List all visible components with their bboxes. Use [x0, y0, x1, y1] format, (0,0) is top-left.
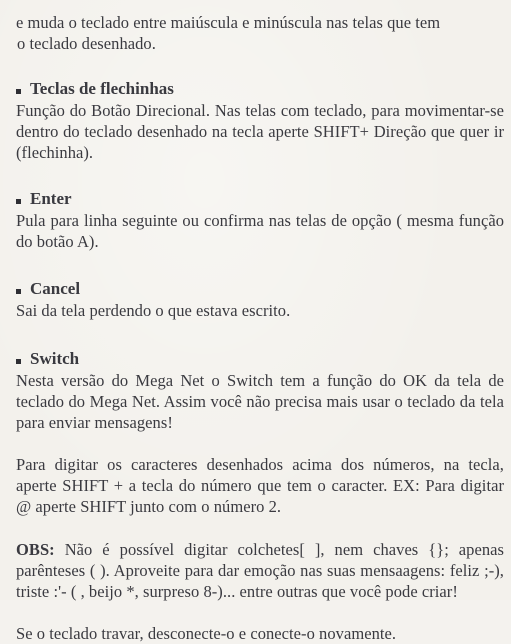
- heading-text: Switch: [30, 349, 80, 368]
- paragraph-obs: [16, 539, 504, 602]
- heading-teclas-de-flechinhas: [16, 78, 504, 100]
- body-enter: Pula para linha seguinte ou confirma nas telas de opção ( mesma função do botão A).: [16, 211, 504, 251]
- intro-line-1: e muda o teclado entre maiúscula e minúscula nas telas que tem: [16, 13, 441, 32]
- obs-label: OBS:: [16, 540, 55, 559]
- bullet-square-icon: [16, 89, 21, 94]
- heading-text: Enter: [30, 189, 72, 208]
- page-content: [16, 4, 504, 644]
- heading-enter: [16, 188, 504, 210]
- obs-text: Não é possível digitar colchetes[ ], nem chaves {}; apenas parênteses ( ). Aproveite para dar emoção nas suas mensaagens: feliz ;-), triste :'- ( , beijo *, surpreso 8-)... entre outras que você pode criar!: [16, 540, 504, 601]
- paragraph-closing: Se o teclado travar, desconecte-o e conecte-o novamente.: [16, 624, 397, 643]
- body-teclas-de-flechinhas: Função do Botão Direcional. Nas telas com teclado, para movimentar-se dentro do teclado desenhado na tecla aperte SHIFT+ Direção que quer ir (flechinha).: [16, 101, 504, 162]
- heading-switch: [16, 348, 504, 370]
- heading-cancel: [16, 278, 504, 300]
- intro-line-2: o teclado desenhado.: [17, 34, 156, 53]
- heading-text: Cancel: [30, 279, 81, 298]
- heading-text: Teclas de flechinhas: [30, 79, 174, 98]
- bullet-square-icon: [16, 289, 21, 294]
- paragraph-caracteres: Para digitar os caracteres desenhados acima dos números, na tecla, aperte SHIFT + a tecla do número que tem o caracter. EX: Para digitar @ aperte SHIFT junto com o número 2.: [16, 455, 504, 516]
- body-cancel: Sai da tela perdendo o que estava escrito.: [16, 301, 291, 320]
- bullet-square-icon: [16, 199, 21, 204]
- body-switch: Nesta versão do Mega Net o Switch tem a função do OK da tela de teclado do Mega Net. Assim você não precisa mais usar o teclado da tela para enviar mensagens!: [16, 371, 504, 432]
- intro-paragraph: [16, 12, 504, 54]
- bullet-square-icon: [16, 359, 21, 364]
